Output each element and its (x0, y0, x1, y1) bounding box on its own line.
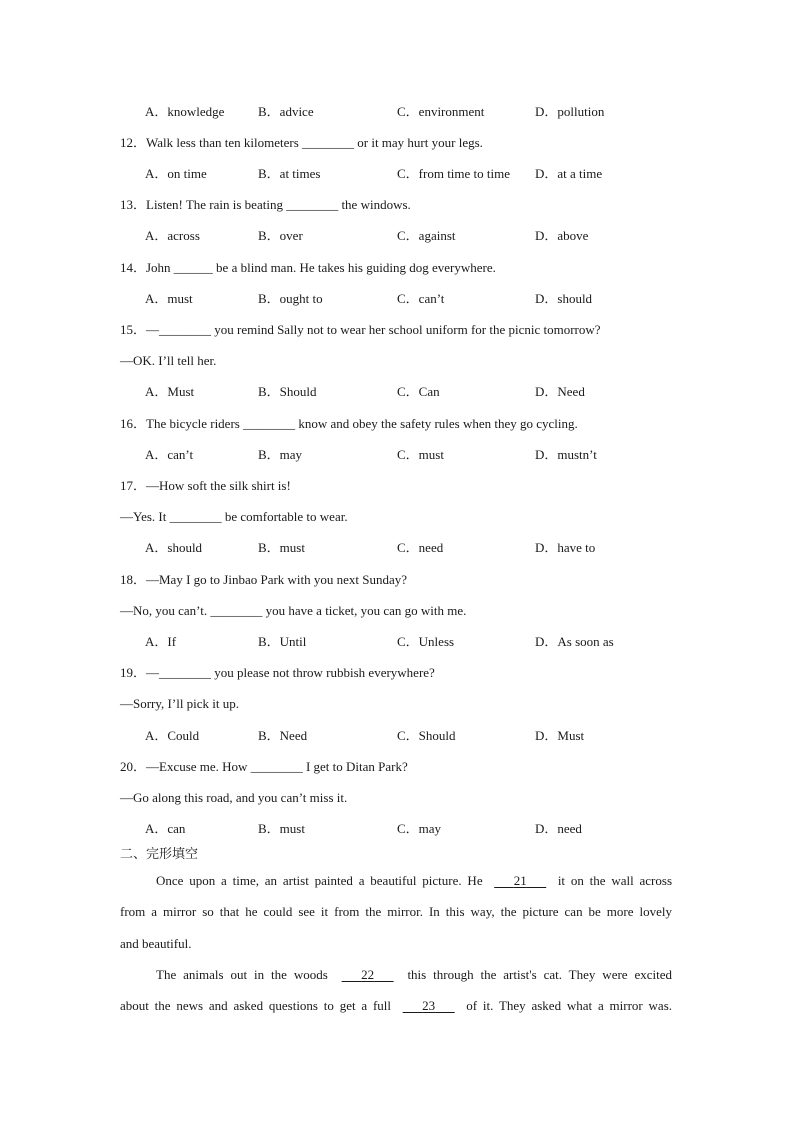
q11-option-d[interactable]: D．pollution (535, 104, 605, 119)
blank-22-number: 22 (361, 967, 375, 982)
q16-option-a[interactable]: A．can’t (145, 447, 194, 462)
q18-options (145, 633, 705, 651)
q11-options (145, 103, 705, 121)
q14-options (145, 290, 705, 308)
q11-option-b[interactable]: B．advice (258, 104, 314, 119)
q17-option-d[interactable]: D．have to (535, 540, 596, 555)
q20-option-c[interactable]: C．may (397, 821, 442, 836)
q18-option-a[interactable]: A．If (145, 634, 177, 649)
q14-option-b[interactable]: B．ought to (258, 291, 323, 306)
q12-option-b[interactable]: B．at times (258, 166, 321, 181)
q19-option-b[interactable]: B．Need (258, 728, 308, 743)
q16-option-d[interactable]: D．mustn’t (535, 447, 597, 462)
q14-option-c[interactable]: C．can’t (397, 291, 445, 306)
q11-option-c[interactable]: C．environment (397, 104, 485, 119)
q15-options (145, 383, 705, 401)
passage-text: about the news and asked questions to get a full (120, 998, 392, 1013)
q13-option-b[interactable]: B．over (258, 228, 303, 243)
q16-options (145, 446, 705, 464)
q16-option-b[interactable]: B．may (258, 447, 303, 462)
passage-p2-line2 (120, 997, 672, 1015)
q19-reply: —Sorry, I’ll pick it up. (120, 696, 240, 711)
q19-option-d[interactable]: D．Must (535, 728, 585, 743)
q12-option-a[interactable]: A．on time (145, 166, 207, 181)
q18-option-b[interactable]: B．Until (258, 634, 307, 649)
q13-stem: 13．Listen! The rain is beating ________ the windows. (120, 197, 411, 212)
q15-option-b[interactable]: B．Should (258, 384, 317, 399)
q12-options (145, 165, 705, 183)
q13-option-a[interactable]: A．across (145, 228, 200, 243)
q17-option-c[interactable]: C．need (397, 540, 444, 555)
blank-21[interactable] (494, 872, 546, 890)
q17-reply: —Yes. It ________ be comfortable to wear. (120, 509, 348, 524)
passage-p1-line1 (120, 872, 672, 890)
passage-text: The animals out in the woods (156, 967, 328, 982)
q20-option-d[interactable]: D．need (535, 821, 582, 836)
q13-option-c[interactable]: C．against (397, 228, 456, 243)
passage-p1-line3: and beautiful. (120, 936, 192, 951)
q13-option-d[interactable]: D．above (535, 228, 589, 243)
q17-option-a[interactable]: A．should (145, 540, 203, 555)
q18-option-c[interactable]: C．Unless (397, 634, 455, 649)
q15-option-c[interactable]: C．Can (397, 384, 440, 399)
q20-stem: 20．—Excuse me. How ________ I get to Ditan Park? (120, 759, 408, 774)
q15-stem: 15．—________ you remind Sally not to wear her school uniform for the picnic tomorrow? (120, 322, 601, 337)
q20-option-b[interactable]: B．must (258, 821, 305, 836)
q19-stem: 19．—________ you please not throw rubbish everywhere? (120, 665, 435, 680)
q12-stem: 12．Walk less than ten kilometers ________ or it may hurt your legs. (120, 135, 483, 150)
q16-option-c[interactable]: C．must (397, 447, 444, 462)
blank-22[interactable] (342, 966, 394, 984)
q15-option-d[interactable]: D．Need (535, 384, 585, 399)
passage-text: it on the wall across (557, 873, 672, 888)
q11-option-a[interactable]: A．knowledge (145, 104, 225, 119)
passage-p1-line2: from a mirror so that he could see it from the mirror. In this way, the picture can be more lovely (120, 904, 672, 919)
q12-option-c[interactable]: C．from time to time (397, 166, 511, 181)
q17-stem: 17．—How soft the silk shirt is! (120, 478, 291, 493)
q18-stem: 18．—May I go to Jinbao Park with you next Sunday? (120, 572, 408, 587)
q16-stem: 16．The bicycle riders ________ know and obey the safety rules when they go cycling. (120, 416, 578, 431)
blank-23[interactable] (403, 997, 455, 1015)
passage-text: this through the artist's cat. They were excited (407, 967, 673, 982)
q20-options (145, 820, 705, 838)
q14-option-a[interactable]: A．must (145, 291, 193, 306)
blank-21-number: 21 (513, 873, 527, 888)
q19-options (145, 727, 705, 745)
q15-reply: —OK. I’ll tell her. (120, 353, 217, 368)
q12-option-d[interactable]: D．at a time (535, 166, 603, 181)
q14-option-d[interactable]: D．should (535, 291, 593, 306)
q19-option-c[interactable]: C．Should (397, 728, 456, 743)
q19-option-a[interactable]: A．Could (145, 728, 200, 743)
q17-option-b[interactable]: B．must (258, 540, 305, 555)
passage-p2-line1 (120, 966, 672, 984)
q18-option-d[interactable]: D．As soon as (535, 634, 614, 649)
q20-option-a[interactable]: A．can (145, 821, 186, 836)
section-title-cloze: 二、完形填空 (120, 847, 199, 862)
q14-stem: 14．John ______ be a blind man. He takes his guiding dog everywhere. (120, 260, 496, 275)
q13-options (145, 227, 705, 245)
passage-text: of it. They asked what a mirror was. (466, 998, 673, 1013)
q15-option-a[interactable]: A．Must (145, 384, 195, 399)
q20-reply: —Go along this road, and you can’t miss it. (120, 790, 348, 805)
q18-reply: —No, you can’t. ________ you have a ticket, you can go with me. (120, 603, 467, 618)
blank-23-number: 23 (422, 998, 436, 1013)
q17-options (145, 539, 705, 557)
passage-text: Once upon a time, an artist painted a beautiful picture. He (156, 873, 483, 888)
